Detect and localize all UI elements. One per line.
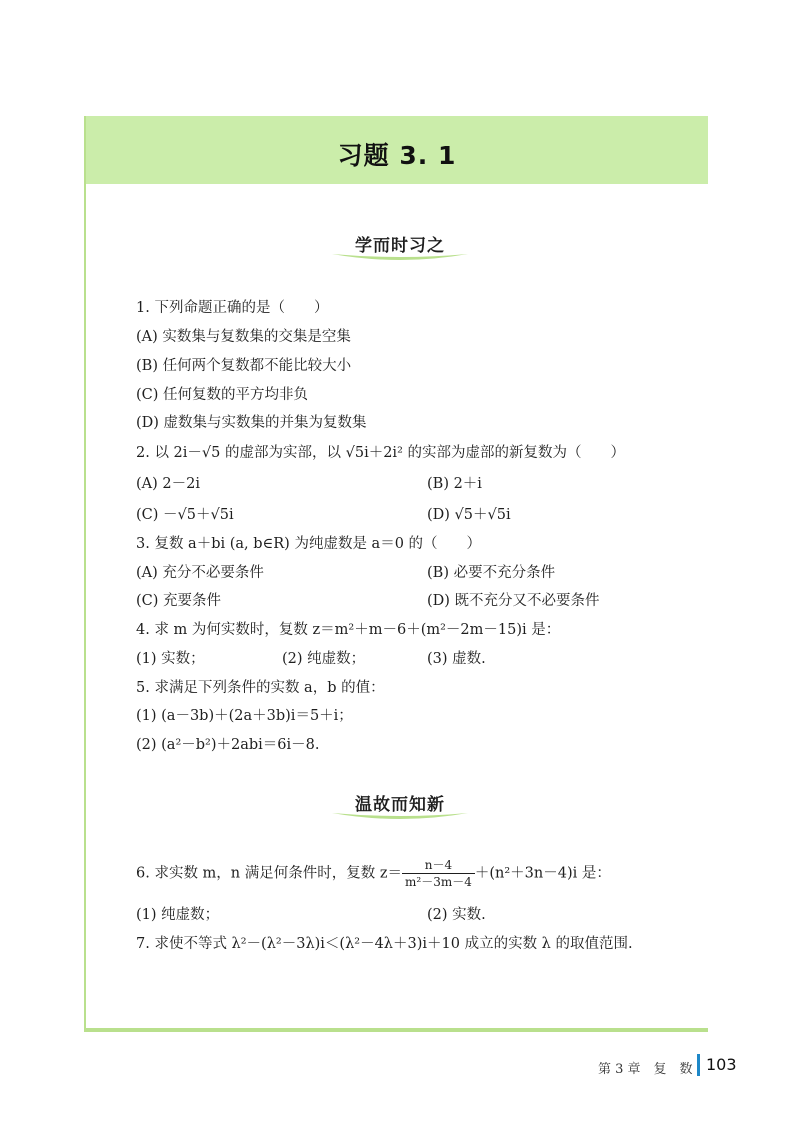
q4-part-2: (2) 纯虚数； (282, 651, 366, 667)
section-title-2: 温故而知新 (355, 795, 445, 815)
q7-stem: 7. 求使不等式 λ²－(λ²－3λ)i＜(λ²－4λ＋3)i＋10 成立的实数 λ 的取值范围. (136, 936, 633, 952)
q6-stem-pre: 6. 求实数 m，n 满足何条件时，复数 z＝ (136, 865, 402, 882)
page-title: 习题 3. 1 (337, 141, 457, 170)
q2-option-a: (A) 2－2i (136, 476, 200, 492)
q4-part-1: (1) 实数； (136, 651, 205, 667)
q4-part-3: (3) 虚数. (427, 651, 486, 667)
q2-option-c: (C) －√5＋√5i (136, 507, 234, 523)
q1-option-c: (C) 任何复数的平方均非负 (136, 387, 309, 403)
q3-option-c: (C) 充要条件 (136, 593, 222, 609)
q3-option-a: (A) 充分不必要条件 (136, 565, 264, 581)
q5-part-1: (1) (a－3b)＋(2a＋3b)i＝5＋i； (136, 708, 353, 724)
q1-stem: 1. 下列命题正确的是（ ） (136, 300, 329, 316)
q6-fraction (402, 857, 475, 890)
q2-option-b: (B) 2＋i (427, 476, 482, 492)
section-swoosh-2 (330, 809, 470, 823)
q3-stem: 3. 复数 a＋bi (a, b∈R) 为纯虚数是 a＝0 的（ ） (136, 536, 482, 552)
q4-stem: 4. 求 m 为何实数时，复数 z＝m²＋m－6＋(m²－2m－15)i 是： (136, 622, 561, 638)
page-number: 103 (706, 1055, 737, 1074)
q6-stem-post: ＋(n²＋3n－4)i 是： (474, 865, 611, 882)
q1-option-b: (B) 任何两个复数都不能比较大小 (136, 358, 352, 374)
q1-option-a: (A) 实数集与复数集的交集是空集 (136, 329, 351, 345)
bottom-rule (84, 1028, 708, 1032)
q1-option-d: (D) 虚数集与实数集的并集为复数集 (136, 415, 367, 431)
footer-chapter: 第 3 章 复 数 (598, 1062, 693, 1077)
footer-divider (697, 1054, 700, 1076)
q5-stem: 5. 求满足下列条件的实数 a，b 的值： (136, 680, 385, 696)
q6-fraction-numerator: n－4 (402, 857, 475, 874)
q6-stem (136, 857, 611, 890)
q2-stem: 2. 以 2i－√5 的虚部为实部，以 √5i＋2i² 的实部为虚部的新复数为（ ） (136, 445, 625, 461)
q2-option-d: (D) √5＋√5i (427, 507, 511, 523)
section-title-1: 学而时习之 (355, 236, 445, 256)
q6-fraction-denominator: m²－3m－4 (405, 875, 472, 889)
section-swoosh-1 (330, 250, 470, 264)
q3-option-d: (D) 既不充分又不必要条件 (427, 593, 600, 609)
q6-part-2: (2) 实数. (427, 907, 486, 923)
q6-part-1: (1) 纯虚数； (136, 907, 220, 923)
title-band (86, 116, 708, 184)
q3-option-b: (B) 必要不充分条件 (427, 565, 556, 581)
q5-part-2: (2) (a²－b²)＋2abi＝6i－8. (136, 737, 320, 753)
